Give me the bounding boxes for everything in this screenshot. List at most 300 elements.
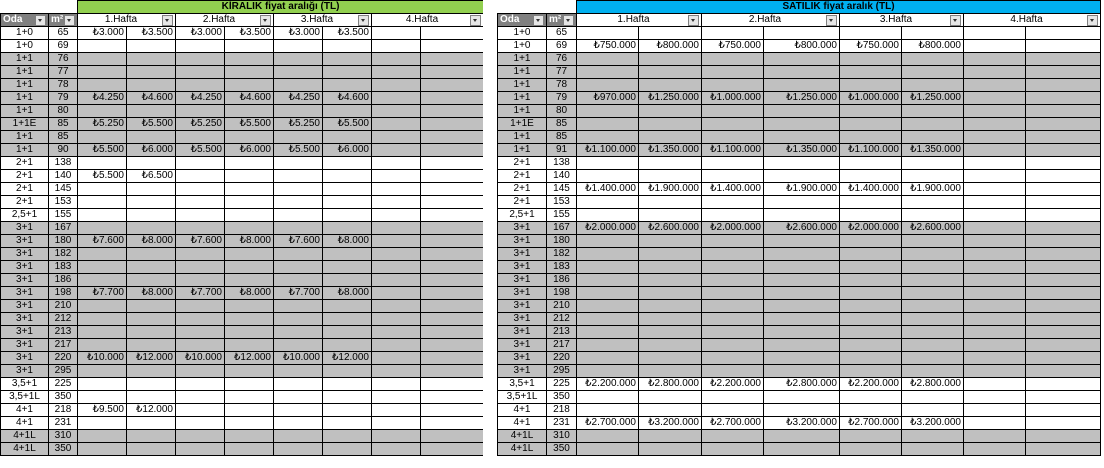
m2-cell[interactable]: 79 <box>49 92 78 105</box>
price-cell[interactable]: ₺3.200.000 <box>764 417 840 430</box>
filter-dropdown-icon[interactable] <box>64 15 75 26</box>
price-cell[interactable] <box>274 196 323 209</box>
price-cell[interactable] <box>176 183 225 196</box>
price-cell[interactable] <box>840 196 902 209</box>
m2-cell[interactable]: 85 <box>49 118 78 131</box>
price-cell[interactable] <box>78 313 127 326</box>
price-cell[interactable] <box>176 157 225 170</box>
price-cell[interactable] <box>577 287 639 300</box>
price-cell[interactable] <box>577 209 639 222</box>
price-cell[interactable]: ₺5.500 <box>127 118 176 131</box>
price-cell[interactable] <box>274 430 323 443</box>
price-cell[interactable]: ₺800.000 <box>902 40 964 53</box>
price-cell[interactable] <box>323 170 372 183</box>
price-cell[interactable]: ₺8.000 <box>225 235 274 248</box>
price-cell[interactable]: ₺10.000 <box>274 352 323 365</box>
price-cell[interactable] <box>274 274 323 287</box>
price-cell[interactable] <box>702 352 764 365</box>
price-cell[interactable] <box>577 300 639 313</box>
price-cell[interactable] <box>225 79 274 92</box>
price-cell[interactable] <box>964 352 1026 365</box>
price-cell[interactable] <box>421 365 484 378</box>
price-cell[interactable] <box>323 248 372 261</box>
price-cell[interactable] <box>764 27 840 40</box>
price-cell[interactable] <box>421 66 484 79</box>
price-cell[interactable] <box>421 157 484 170</box>
price-cell[interactable] <box>372 378 421 391</box>
price-cell[interactable] <box>323 313 372 326</box>
price-cell[interactable] <box>78 53 127 66</box>
oda-column-header[interactable] <box>498 14 547 27</box>
price-cell[interactable] <box>964 209 1026 222</box>
price-cell[interactable]: ₺6.000 <box>127 144 176 157</box>
price-cell[interactable] <box>639 157 702 170</box>
price-cell[interactable]: ₺12.000 <box>225 352 274 365</box>
price-cell[interactable] <box>902 118 964 131</box>
price-cell[interactable] <box>902 66 964 79</box>
price-cell[interactable] <box>577 339 639 352</box>
price-cell[interactable] <box>1026 261 1101 274</box>
price-cell[interactable] <box>372 417 421 430</box>
price-cell[interactable] <box>902 235 964 248</box>
price-cell[interactable] <box>78 248 127 261</box>
m2-cell[interactable]: 295 <box>547 365 577 378</box>
m2-cell[interactable]: 295 <box>49 365 78 378</box>
price-cell[interactable] <box>323 339 372 352</box>
price-cell[interactable] <box>323 79 372 92</box>
price-cell[interactable] <box>964 378 1026 391</box>
price-cell[interactable] <box>323 378 372 391</box>
price-cell[interactable] <box>964 248 1026 261</box>
price-cell[interactable] <box>323 209 372 222</box>
oda-cell[interactable]: 3+1 <box>498 274 547 287</box>
price-cell[interactable] <box>225 196 274 209</box>
price-cell[interactable] <box>1026 27 1101 40</box>
price-cell[interactable] <box>964 53 1026 66</box>
price-cell[interactable] <box>902 365 964 378</box>
oda-cell[interactable]: 3+1 <box>1 274 49 287</box>
price-cell[interactable] <box>577 131 639 144</box>
oda-cell[interactable]: 4+1L <box>1 443 49 456</box>
oda-cell[interactable]: 1+1 <box>1 105 49 118</box>
price-cell[interactable] <box>764 196 840 209</box>
price-cell[interactable] <box>372 144 421 157</box>
price-cell[interactable] <box>225 365 274 378</box>
m2-cell[interactable]: 90 <box>49 144 78 157</box>
price-cell[interactable] <box>372 352 421 365</box>
price-cell[interactable] <box>840 248 902 261</box>
price-cell[interactable] <box>176 170 225 183</box>
price-cell[interactable] <box>840 365 902 378</box>
m2-cell[interactable]: 80 <box>547 105 577 118</box>
price-cell[interactable] <box>639 391 702 404</box>
price-cell[interactable] <box>421 326 484 339</box>
price-cell[interactable] <box>577 391 639 404</box>
price-cell[interactable] <box>764 352 840 365</box>
oda-cell[interactable]: 3+1 <box>1 365 49 378</box>
price-cell[interactable] <box>902 157 964 170</box>
price-cell[interactable] <box>78 391 127 404</box>
m2-cell[interactable]: 225 <box>547 378 577 391</box>
price-cell[interactable] <box>421 196 484 209</box>
price-cell[interactable] <box>840 170 902 183</box>
price-cell[interactable] <box>964 274 1026 287</box>
oda-cell[interactable]: 2+1 <box>498 196 547 209</box>
m2-cell[interactable]: 138 <box>49 157 78 170</box>
price-cell[interactable] <box>225 183 274 196</box>
price-cell[interactable] <box>176 66 225 79</box>
price-cell[interactable] <box>323 365 372 378</box>
price-cell[interactable] <box>176 53 225 66</box>
price-cell[interactable] <box>421 274 484 287</box>
price-cell[interactable]: ₺3.500 <box>323 27 372 40</box>
price-cell[interactable] <box>323 326 372 339</box>
price-cell[interactable] <box>702 339 764 352</box>
m2-cell[interactable]: 198 <box>49 287 78 300</box>
price-cell[interactable] <box>176 417 225 430</box>
price-cell[interactable] <box>1026 144 1101 157</box>
oda-cell[interactable]: 4+1 <box>498 404 547 417</box>
price-cell[interactable] <box>372 209 421 222</box>
price-cell[interactable] <box>1026 40 1101 53</box>
price-cell[interactable] <box>639 27 702 40</box>
price-cell[interactable]: ₺1.350.000 <box>902 144 964 157</box>
oda-cell[interactable]: 3+1 <box>1 248 49 261</box>
price-cell[interactable]: ₺1.350.000 <box>639 144 702 157</box>
price-cell[interactable]: ₺750.000 <box>702 40 764 53</box>
price-cell[interactable] <box>902 248 964 261</box>
price-cell[interactable] <box>78 339 127 352</box>
price-cell[interactable] <box>902 300 964 313</box>
price-cell[interactable] <box>176 378 225 391</box>
price-cell[interactable] <box>323 196 372 209</box>
price-cell[interactable] <box>225 430 274 443</box>
price-cell[interactable]: ₺2.800.000 <box>764 378 840 391</box>
price-cell[interactable] <box>274 248 323 261</box>
price-cell[interactable]: ₺12.000 <box>127 404 176 417</box>
oda-cell[interactable]: 3+1 <box>1 313 49 326</box>
price-cell[interactable] <box>127 391 176 404</box>
oda-cell[interactable]: 3+1 <box>1 352 49 365</box>
m2-cell[interactable]: 65 <box>49 27 78 40</box>
price-cell[interactable]: ₺2.600.000 <box>902 222 964 235</box>
price-cell[interactable] <box>176 300 225 313</box>
price-cell[interactable]: ₺2.000.000 <box>702 222 764 235</box>
price-cell[interactable] <box>1026 235 1101 248</box>
price-cell[interactable]: ₺5.250 <box>274 118 323 131</box>
oda-cell[interactable]: 4+1L <box>1 430 49 443</box>
price-cell[interactable] <box>274 443 323 456</box>
price-cell[interactable] <box>323 105 372 118</box>
m2-cell[interactable]: 80 <box>49 105 78 118</box>
price-cell[interactable] <box>274 157 323 170</box>
price-cell[interactable] <box>1026 248 1101 261</box>
price-cell[interactable] <box>421 183 484 196</box>
price-cell[interactable] <box>372 53 421 66</box>
price-cell[interactable] <box>78 196 127 209</box>
price-cell[interactable] <box>176 430 225 443</box>
price-cell[interactable]: ₺5.500 <box>78 144 127 157</box>
price-cell[interactable] <box>78 274 127 287</box>
price-cell[interactable] <box>702 105 764 118</box>
oda-cell[interactable]: 2+1 <box>1 183 49 196</box>
price-cell[interactable]: ₺7.600 <box>78 235 127 248</box>
oda-cell[interactable]: 1+1E <box>498 118 547 131</box>
m2-cell[interactable]: 79 <box>547 92 577 105</box>
price-cell[interactable] <box>764 209 840 222</box>
m2-cell[interactable]: 220 <box>49 352 78 365</box>
m2-cell[interactable]: 65 <box>547 27 577 40</box>
price-cell[interactable] <box>323 40 372 53</box>
price-cell[interactable] <box>274 170 323 183</box>
price-cell[interactable] <box>1026 443 1101 456</box>
price-cell[interactable] <box>702 196 764 209</box>
price-cell[interactable]: ₺7.700 <box>274 287 323 300</box>
price-cell[interactable]: ₺4.600 <box>225 92 274 105</box>
price-cell[interactable] <box>372 170 421 183</box>
price-cell[interactable] <box>274 40 323 53</box>
price-cell[interactable] <box>78 209 127 222</box>
price-cell[interactable] <box>964 196 1026 209</box>
m2-cell[interactable]: 153 <box>547 196 577 209</box>
m2-cell[interactable]: 78 <box>547 79 577 92</box>
price-cell[interactable] <box>702 300 764 313</box>
oda-cell[interactable]: 1+1 <box>1 66 49 79</box>
price-cell[interactable] <box>274 300 323 313</box>
price-cell[interactable] <box>127 313 176 326</box>
price-cell[interactable] <box>764 300 840 313</box>
m2-cell[interactable]: 182 <box>547 248 577 261</box>
price-cell[interactable] <box>764 170 840 183</box>
m2-cell[interactable]: 210 <box>49 300 78 313</box>
price-cell[interactable] <box>840 105 902 118</box>
oda-cell[interactable]: 3+1 <box>498 235 547 248</box>
price-cell[interactable] <box>274 105 323 118</box>
price-cell[interactable] <box>176 196 225 209</box>
price-cell[interactable] <box>421 352 484 365</box>
price-cell[interactable]: ₺1.900.000 <box>902 183 964 196</box>
price-cell[interactable] <box>902 339 964 352</box>
price-cell[interactable] <box>1026 391 1101 404</box>
price-cell[interactable] <box>323 222 372 235</box>
oda-cell[interactable]: 3+1 <box>1 287 49 300</box>
price-cell[interactable] <box>764 287 840 300</box>
price-cell[interactable] <box>902 261 964 274</box>
oda-cell[interactable]: 1+1 <box>1 144 49 157</box>
m2-cell[interactable]: 91 <box>547 144 577 157</box>
price-cell[interactable] <box>902 79 964 92</box>
oda-cell[interactable]: 3,5+1L <box>1 391 49 404</box>
m2-cell[interactable]: 213 <box>547 326 577 339</box>
price-cell[interactable] <box>577 274 639 287</box>
price-cell[interactable] <box>964 183 1026 196</box>
oda-cell[interactable]: 2+1 <box>498 157 547 170</box>
price-cell[interactable] <box>702 326 764 339</box>
price-cell[interactable] <box>964 27 1026 40</box>
m2-cell[interactable]: 183 <box>49 261 78 274</box>
m2-column-header[interactable] <box>547 14 577 27</box>
price-cell[interactable] <box>1026 300 1101 313</box>
price-cell[interactable] <box>764 365 840 378</box>
m2-cell[interactable]: 217 <box>49 339 78 352</box>
price-cell[interactable] <box>639 430 702 443</box>
oda-cell[interactable]: 1+1 <box>1 79 49 92</box>
price-cell[interactable]: ₺5.500 <box>323 118 372 131</box>
price-cell[interactable] <box>127 261 176 274</box>
price-cell[interactable]: ₺750.000 <box>840 40 902 53</box>
price-cell[interactable] <box>323 261 372 274</box>
m2-cell[interactable]: 350 <box>547 391 577 404</box>
price-cell[interactable] <box>323 53 372 66</box>
price-cell[interactable] <box>421 79 484 92</box>
price-cell[interactable] <box>323 66 372 79</box>
price-cell[interactable] <box>421 105 484 118</box>
price-cell[interactable] <box>639 248 702 261</box>
price-cell[interactable]: ₺12.000 <box>323 352 372 365</box>
price-cell[interactable] <box>127 40 176 53</box>
m2-cell[interactable]: 231 <box>49 417 78 430</box>
price-cell[interactable]: ₺1.250.000 <box>764 92 840 105</box>
price-cell[interactable] <box>840 352 902 365</box>
oda-cell[interactable]: 3+1 <box>1 339 49 352</box>
price-cell[interactable] <box>127 339 176 352</box>
price-cell[interactable] <box>840 157 902 170</box>
price-cell[interactable]: ₺5.500 <box>225 118 274 131</box>
price-cell[interactable] <box>964 430 1026 443</box>
price-cell[interactable]: ₺12.000 <box>127 352 176 365</box>
price-cell[interactable] <box>764 53 840 66</box>
price-cell[interactable] <box>421 313 484 326</box>
price-cell[interactable] <box>702 430 764 443</box>
price-cell[interactable] <box>421 417 484 430</box>
price-cell[interactable] <box>78 222 127 235</box>
price-cell[interactable] <box>902 209 964 222</box>
price-cell[interactable]: ₺1.400.000 <box>702 183 764 196</box>
oda-cell[interactable]: 1+1 <box>498 79 547 92</box>
price-cell[interactable] <box>577 443 639 456</box>
m2-cell[interactable]: 85 <box>547 118 577 131</box>
price-cell[interactable] <box>840 27 902 40</box>
price-cell[interactable]: ₺2.700.000 <box>702 417 764 430</box>
m2-cell[interactable]: 140 <box>49 170 78 183</box>
m2-cell[interactable]: 69 <box>49 40 78 53</box>
price-cell[interactable] <box>421 300 484 313</box>
price-cell[interactable] <box>372 105 421 118</box>
oda-cell[interactable]: 3+1 <box>1 235 49 248</box>
price-cell[interactable] <box>421 391 484 404</box>
price-cell[interactable] <box>840 209 902 222</box>
price-cell[interactable] <box>964 92 1026 105</box>
oda-cell[interactable]: 2,5+1 <box>1 209 49 222</box>
price-cell[interactable] <box>1026 417 1101 430</box>
price-cell[interactable] <box>372 157 421 170</box>
filter-dropdown-icon[interactable] <box>1087 15 1098 26</box>
price-cell[interactable] <box>964 261 1026 274</box>
price-cell[interactable] <box>702 287 764 300</box>
price-cell[interactable] <box>225 209 274 222</box>
price-cell[interactable] <box>964 287 1026 300</box>
m2-cell[interactable]: 76 <box>547 53 577 66</box>
m2-cell[interactable]: 153 <box>49 196 78 209</box>
m2-cell[interactable]: 180 <box>49 235 78 248</box>
price-cell[interactable] <box>372 196 421 209</box>
price-cell[interactable] <box>702 79 764 92</box>
oda-cell[interactable]: 3+1 <box>498 352 547 365</box>
oda-cell[interactable]: 4+1 <box>1 404 49 417</box>
oda-cell[interactable]: 3+1 <box>498 287 547 300</box>
price-cell[interactable] <box>372 287 421 300</box>
price-cell[interactable] <box>127 443 176 456</box>
price-cell[interactable] <box>577 118 639 131</box>
price-cell[interactable] <box>902 196 964 209</box>
price-cell[interactable] <box>764 313 840 326</box>
price-cell[interactable] <box>964 417 1026 430</box>
price-cell[interactable] <box>577 326 639 339</box>
price-cell[interactable] <box>225 443 274 456</box>
price-cell[interactable] <box>421 378 484 391</box>
price-cell[interactable]: ₺1.250.000 <box>902 92 964 105</box>
m2-cell[interactable]: 218 <box>49 404 78 417</box>
price-cell[interactable] <box>1026 196 1101 209</box>
price-cell[interactable] <box>176 443 225 456</box>
price-cell[interactable] <box>1026 313 1101 326</box>
price-cell[interactable] <box>421 222 484 235</box>
price-cell[interactable]: ₺7.600 <box>176 235 225 248</box>
price-cell[interactable] <box>1026 326 1101 339</box>
price-cell[interactable] <box>225 300 274 313</box>
price-cell[interactable] <box>176 313 225 326</box>
price-cell[interactable] <box>421 430 484 443</box>
price-cell[interactable] <box>964 157 1026 170</box>
filter-dropdown-icon[interactable] <box>35 15 46 26</box>
price-cell[interactable] <box>127 183 176 196</box>
oda-cell[interactable]: 3,5+1L <box>498 391 547 404</box>
price-cell[interactable] <box>1026 105 1101 118</box>
m2-cell[interactable]: 186 <box>49 274 78 287</box>
price-cell[interactable] <box>902 430 964 443</box>
price-cell[interactable] <box>840 404 902 417</box>
price-cell[interactable] <box>577 261 639 274</box>
price-cell[interactable] <box>902 326 964 339</box>
price-cell[interactable] <box>372 326 421 339</box>
price-cell[interactable]: ₺970.000 <box>577 92 639 105</box>
week-2-header[interactable] <box>176 14 274 27</box>
price-cell[interactable] <box>421 144 484 157</box>
week-1-header[interactable] <box>577 14 702 27</box>
price-cell[interactable]: ₺1.000.000 <box>702 92 764 105</box>
price-cell[interactable] <box>639 118 702 131</box>
price-cell[interactable] <box>78 430 127 443</box>
price-cell[interactable] <box>225 274 274 287</box>
m2-cell[interactable]: 76 <box>49 53 78 66</box>
oda-cell[interactable]: 3+1 <box>498 326 547 339</box>
price-cell[interactable]: ₺3.000 <box>274 27 323 40</box>
price-cell[interactable] <box>1026 92 1101 105</box>
price-cell[interactable]: ₺8.000 <box>323 287 372 300</box>
oda-cell[interactable]: 2+1 <box>498 183 547 196</box>
price-cell[interactable] <box>127 326 176 339</box>
price-cell[interactable] <box>577 404 639 417</box>
oda-cell[interactable]: 2+1 <box>1 170 49 183</box>
price-cell[interactable] <box>78 105 127 118</box>
m2-cell[interactable]: 183 <box>547 261 577 274</box>
price-cell[interactable] <box>372 183 421 196</box>
m2-cell[interactable]: 225 <box>49 378 78 391</box>
oda-cell[interactable]: 3,5+1 <box>1 378 49 391</box>
price-cell[interactable] <box>840 261 902 274</box>
price-cell[interactable] <box>639 105 702 118</box>
oda-cell[interactable]: 3+1 <box>1 261 49 274</box>
